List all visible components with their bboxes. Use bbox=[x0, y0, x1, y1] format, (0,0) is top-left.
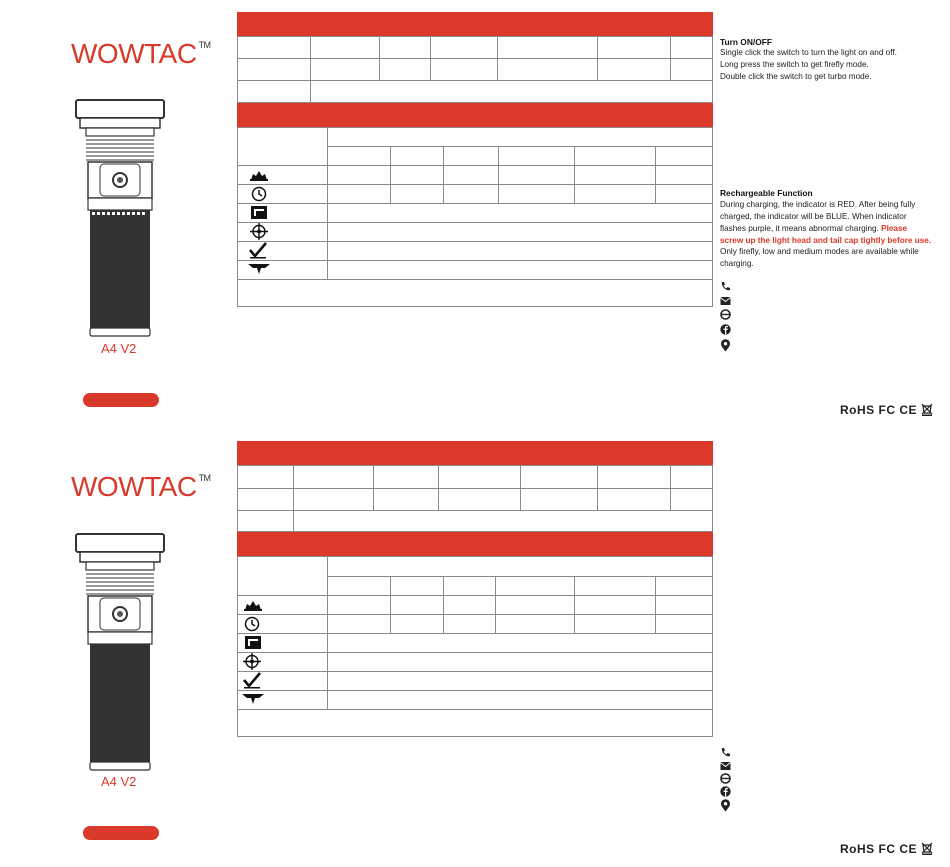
mail-icon bbox=[720, 296, 731, 306]
lumens-icon-2 bbox=[242, 598, 264, 612]
impact-icon bbox=[249, 242, 267, 259]
facebook-icon-2 bbox=[720, 786, 731, 797]
table-subheader-bar-2 bbox=[237, 532, 713, 556]
charge-tail-2: charging. bbox=[720, 259, 754, 268]
charge-line-3-text: flashes purple, it means abnormal charging. bbox=[720, 224, 879, 233]
weee-bin-icon-2 bbox=[921, 842, 933, 855]
flashlight-image bbox=[74, 98, 168, 338]
model-badge-2 bbox=[83, 826, 159, 840]
facebook-icon bbox=[720, 324, 731, 335]
turn-line-1: Single click the switch to turn the light on and off. bbox=[720, 48, 897, 57]
brand-name: WOWTAC bbox=[71, 38, 197, 69]
charge-tail-1: Only firefly, low and medium modes are available while bbox=[720, 247, 919, 256]
waterproof-icon bbox=[247, 262, 271, 276]
distance-icon bbox=[250, 205, 268, 220]
spec-table-bottom bbox=[237, 127, 713, 307]
certifications-2 bbox=[840, 842, 933, 856]
turn-on-off-title: Turn ON/OFF bbox=[720, 37, 772, 47]
web-icon-2 bbox=[720, 773, 731, 784]
flashlight-image-2 bbox=[74, 532, 168, 772]
distance-icon-2 bbox=[244, 635, 262, 650]
cert-text: RoHS FC CE bbox=[840, 403, 917, 417]
runtime-icon-2 bbox=[244, 616, 260, 632]
warning-line: screw up the light head and tail cap tightly before use. bbox=[720, 236, 932, 245]
model-badge bbox=[83, 393, 159, 407]
certifications bbox=[840, 403, 933, 417]
impact-icon-2 bbox=[243, 672, 261, 689]
spec-table-top-2 bbox=[237, 465, 713, 532]
trademark-2: TM bbox=[198, 473, 211, 483]
charge-line-1: During charging, the indicator is RED. After being fully bbox=[720, 200, 916, 209]
mail-icon-2 bbox=[720, 761, 731, 771]
web-icon bbox=[720, 309, 731, 320]
phone-icon bbox=[720, 281, 731, 292]
intensity-icon bbox=[250, 223, 268, 240]
turn-line-3: Double click the switch to get turbo mode. bbox=[720, 72, 872, 81]
lumens-icon bbox=[248, 168, 270, 182]
model-label: A4 V2 bbox=[101, 341, 137, 356]
spec-table-top bbox=[237, 36, 713, 103]
table-header-bar bbox=[237, 12, 713, 36]
table-header-bar-2 bbox=[237, 441, 713, 465]
intensity-icon-2 bbox=[243, 653, 261, 670]
runtime-icon bbox=[251, 186, 267, 202]
turn-line-2: Long press the switch to get firefly mode. bbox=[720, 60, 869, 69]
brand-logo bbox=[71, 38, 211, 70]
warning-start: Please bbox=[881, 224, 908, 233]
charge-line-2: charged, the indicator will be BLUE. When indicator bbox=[720, 212, 907, 221]
brand-logo-2 bbox=[71, 471, 211, 503]
rechargeable-title: Rechargeable Function bbox=[720, 188, 813, 198]
waterproof-icon-2 bbox=[241, 692, 265, 706]
brand-name-2: WOWTAC bbox=[71, 471, 197, 502]
location-icon-2 bbox=[720, 799, 731, 812]
weee-bin-icon bbox=[921, 403, 933, 416]
model-label-2: A4 V2 bbox=[101, 774, 137, 789]
phone-icon-2 bbox=[720, 747, 731, 758]
cert-text-2: RoHS FC CE bbox=[840, 842, 917, 856]
location-icon bbox=[720, 339, 731, 352]
trademark: TM bbox=[198, 40, 211, 50]
charge-line-3 bbox=[720, 223, 907, 235]
table-subheader-bar bbox=[237, 103, 713, 127]
